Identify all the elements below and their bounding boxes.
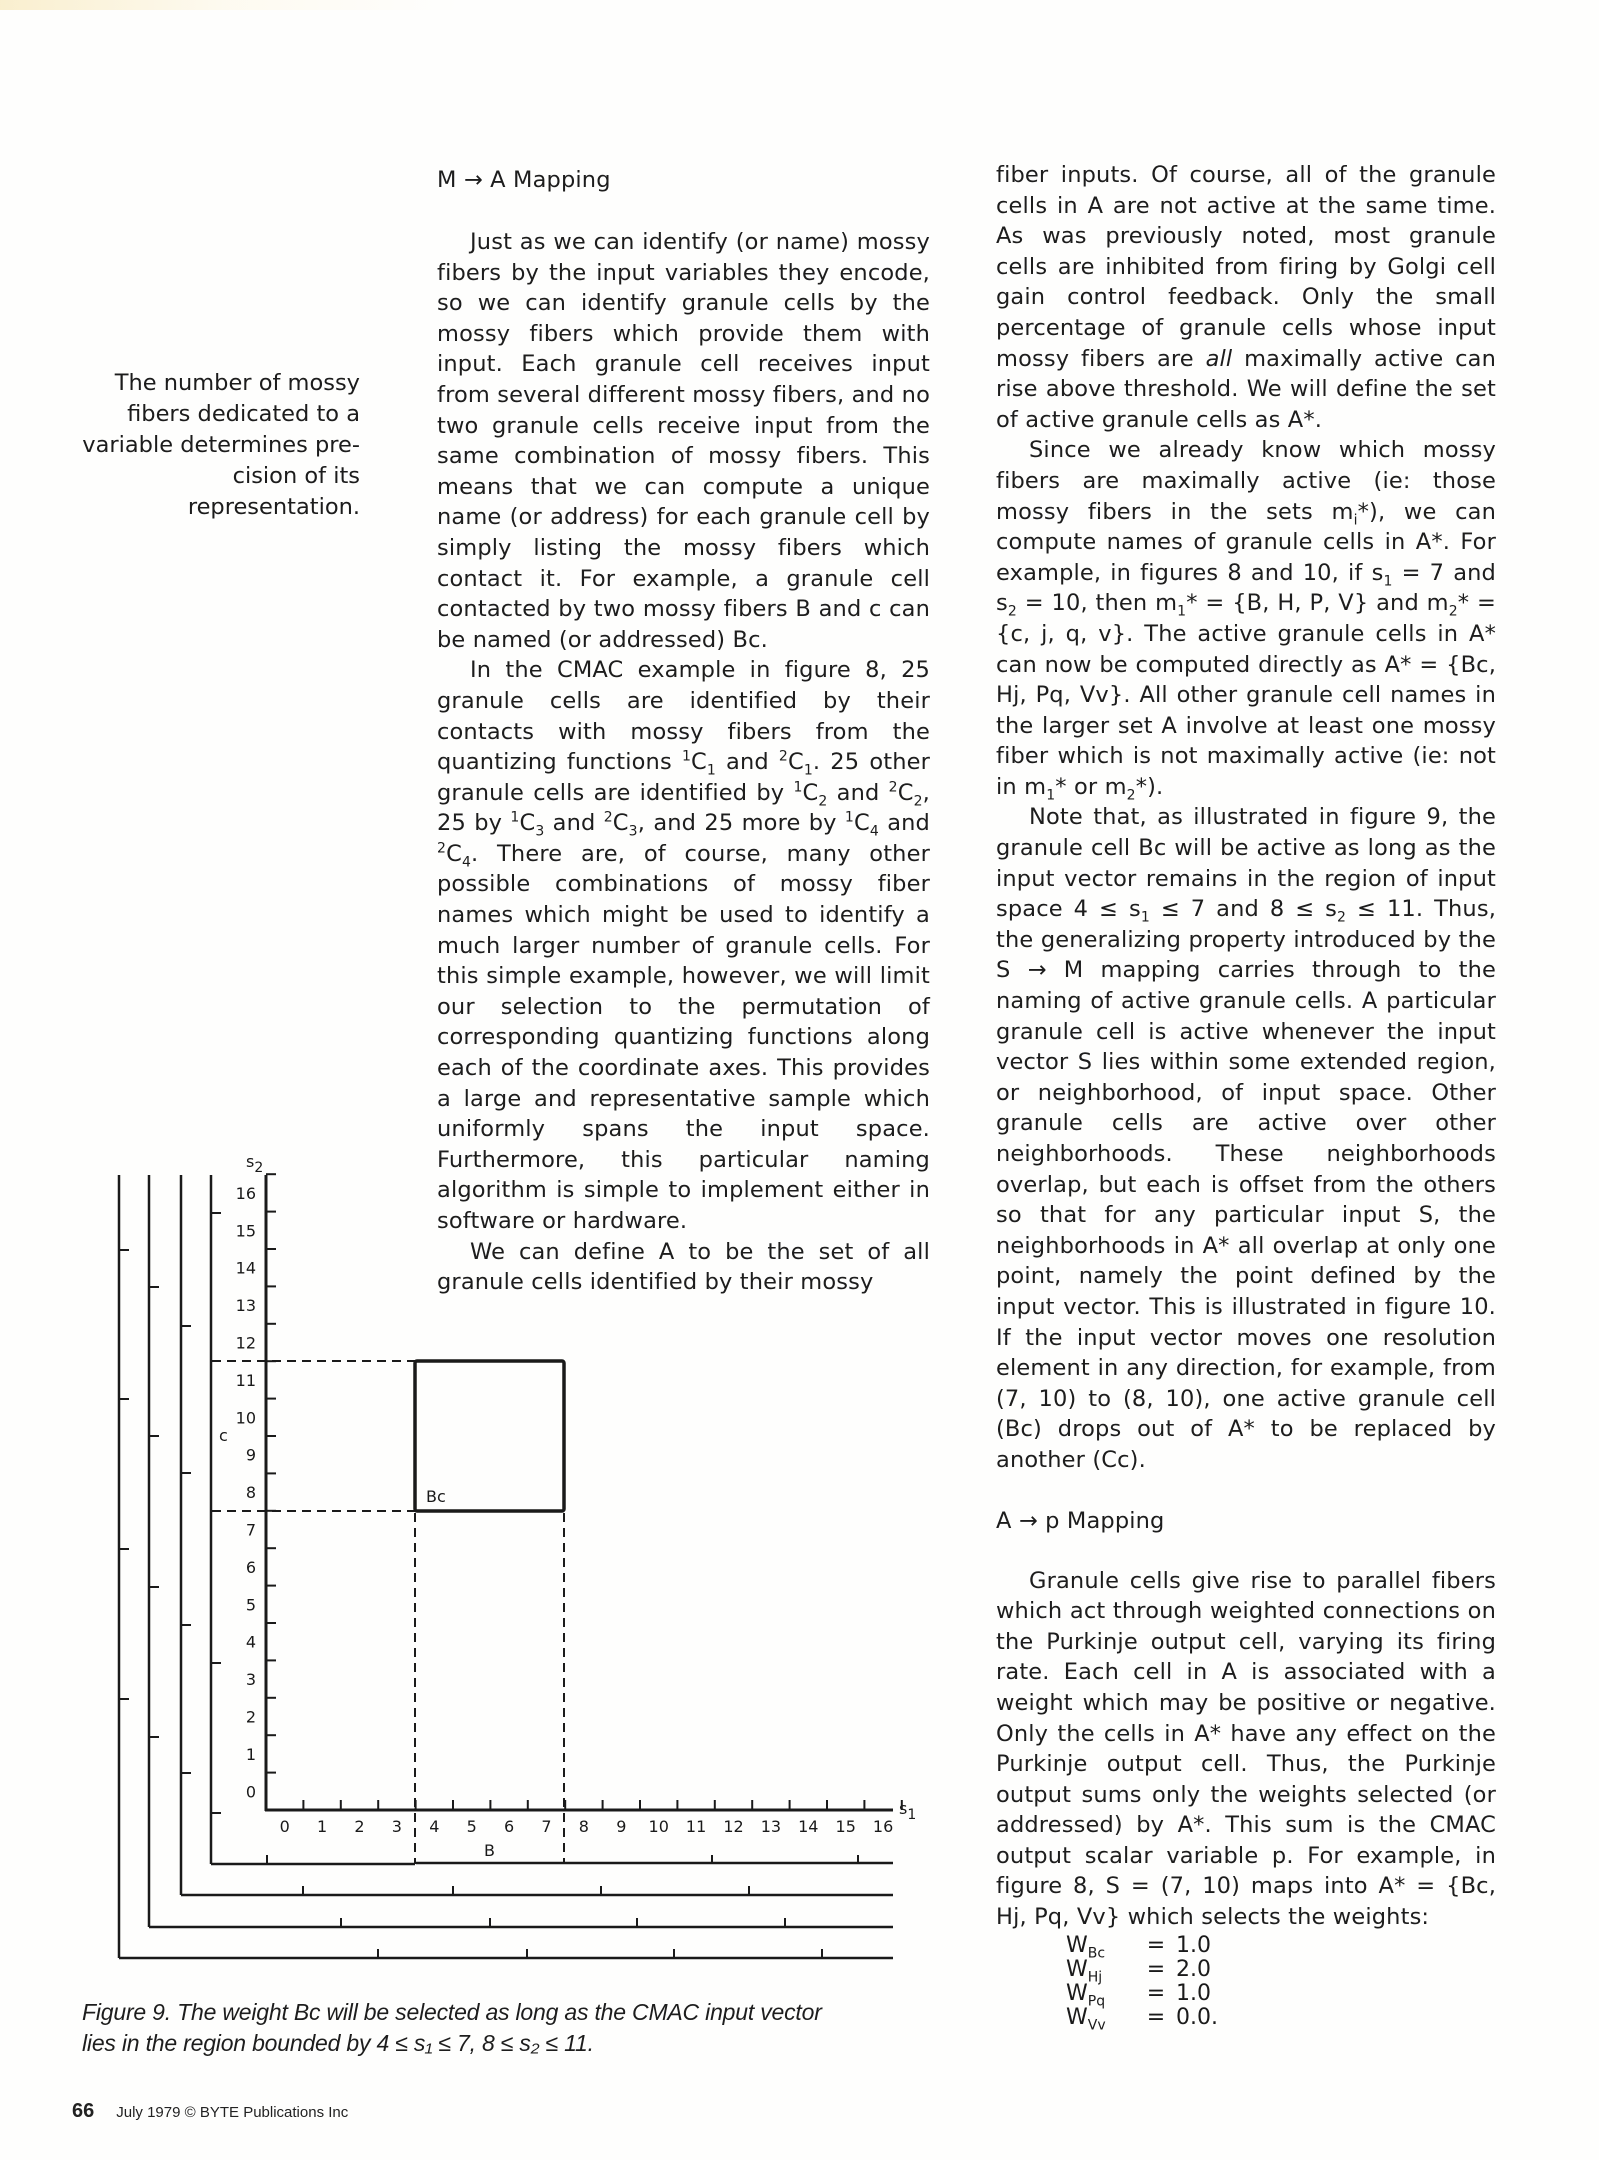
s2-axis-label: s2 <box>246 1152 264 1176</box>
paragraph: fiber inputs. Of course, all of the granule cells in A are not active at the same time. As was previously noted, most granule cells are inhibited from firing by Golgi cell gain control feedback. Only the small percentage of granule cells whose input mossy fibers are all maximally active can rise above threshold. We will define the set of active granule cells as A*. <box>996 162 1496 433</box>
paragraph: Note that, as illustrated in figure 9, the granule cell Bc will be active as long as the input vector remains in the region of input space $4 \le s_1 \le 7$ and $8 \le s_2 \le 11$. Thus, the generalizing property introduced by the S → M mapping carries through to the naming of active granule cells. A particular granule cell is active whenever the input vector S lies within some extended region, or neighborhood, of input space. Other granule cells are active over other neighborhoods. These neighborhoods overlap, but each is offset from the others so that for any particular input S, the neighborhoods in A* all overlap at only one point, namely the point defined by the input vector. This is illustrated in figure 10. If the input vector moves one resolution element in any direction, for example, from (7, 10) to (8, 10), one active granule cell (Bc) drops out of A* to be replaced by another (Cc). <box>996 804 1496 1473</box>
s2-tick-label: 5 <box>245 1595 256 1615</box>
figure-caption: Figure 9. The weight Bc will be selected as long as the CMAC input vector lies in the region bounded by 4 ≤ s₁ ≤ 7, 8 ≤ s₂ ≤ 11. <box>82 1999 822 2056</box>
s2-tick-label: 3 <box>245 1670 256 1690</box>
weight-row: $W_{Hj}$ = 2.0 <box>1066 1957 1211 1986</box>
s1-tick-label: 15 <box>835 1817 856 1836</box>
s2-tick-label: 12 <box>235 1333 256 1353</box>
page-footer <box>72 2100 348 2123</box>
paragraph: In the CMAC example in figure 8, 25 granule cells are identified by their contacts with mossy fibers from the quantizing functions $^1C_1$ and $^2C_1$. 25 other granule cells are identified by $^1C_2$ and $^2C_2$, 25 by $^1C_3$ and $^2C_3$, and 25 more by $^1C_4$ and $^2C_4$. There are, of course, many other possible combinations of mossy fiber names which might be used to identify a much larger number of granule cells. For this simple example, however, we will limit our selection to the permutation of corresponding quantizing functions along each of the coordinate axes. This provides a large and representative sample which uniformly spans the input space. Furthermore, this particular naming algorithm is simple to implement either in software or hardware. <box>437 657 931 1234</box>
s2-tick-label: 2 <box>245 1707 256 1727</box>
fiber-b-label: B <box>484 1841 495 1860</box>
paragraph: Just as we can identify (or name) mossy fibers by the input variables they encode, so we can identify granule cells by the mossy fibers which provide them with input. Each granule cell receives input from several different mossy fibers, and no two granule cells receive input from the same combination of mossy fibers. This means that we can compute a unique name (or address) for each granule cell by simply listing the mossy fibers which contact it. For example, a granule cell contacted by two mossy fibers B and c can be named (or addressed) Bc. <box>437 229 930 653</box>
paragraph: Granule cells give rise to parallel fibers which act through weighted connections on the Purkinje output cell, varying its firing rate. Each cell in A is associated with a weight which may be positive or negative. Only the cells in A* have any effect on the Purkinje output cell. Thus, the Purkinje output sums only the weights selected (or addressed) by A*. This sum is the CMAC output scalar variable p. For example, in figure 8, S = (7, 10) maps into A* = {Bc, Hj, Pq, Vv} which selects the weights: <box>996 1567 1496 1931</box>
s1-tick-label: 9 <box>616 1817 627 1836</box>
s1-tick-label: 6 <box>504 1817 515 1836</box>
s1-tick-label: 12 <box>723 1817 744 1836</box>
s1-tick-label: 3 <box>391 1817 402 1836</box>
s2-tick-label: 15 <box>235 1221 256 1241</box>
s2-tick-label: 11 <box>235 1370 256 1390</box>
weight-row: $W_{Bc}$ = 1.0 <box>1066 1933 1211 1962</box>
fiber-c-label: c <box>219 1426 228 1445</box>
s2-tick-label: 6 <box>245 1557 256 1577</box>
s2-tick-label: 1 <box>245 1744 256 1764</box>
s2-tick-label: 16 <box>235 1183 256 1203</box>
margin-note-line: cision of its representation. <box>187 463 360 520</box>
margin-note-line: fibers dedicated to a <box>127 401 360 427</box>
s1-tick-label: 11 <box>685 1817 707 1836</box>
paragraph: Since we already know which mossy fibers are maximally active (ie: those mossy fibers in the sets $m_i*$), we can compute names of granule cells in A*. For example, in figures 8 and 10, if $s_1 = 7$ and $s_2 = 10$, then $m_1* = \{B$, H, P, V} and $m_2* = \{c$, j, q, v}. The active granule cells in A* can now be computed directly as A* = {Bc, Hj, Pq, Vv}. All other granule cell names in the larger set A involve at least one mossy fiber which is not maximally active (ie: not in $m_1*$ or $m_2*$). <box>996 437 1496 804</box>
s1-tick-label: 16 <box>872 1817 894 1836</box>
s1-tick-label: 2 <box>354 1817 365 1836</box>
paragraph: We can define A to be the set of all granule cells identified by their mossy <box>437 1238 930 1296</box>
section-heading-a-to-p: A → p Mapping <box>996 1507 1165 1534</box>
section-heading-m-to-a: M → A Mapping <box>437 167 611 193</box>
s1-tick-label: 4 <box>429 1817 440 1836</box>
s1-tick-label: 10 <box>648 1817 669 1836</box>
margin-note-line: variable determines pre- <box>82 432 360 458</box>
s2-tick-label: 14 <box>235 1258 256 1278</box>
s2-tick-label: 4 <box>245 1632 256 1652</box>
s2-tick-label: 8 <box>245 1483 256 1503</box>
s1-tick-label: 7 <box>541 1817 552 1836</box>
s1-tick-label: 5 <box>466 1817 477 1836</box>
s2-tick-label: 0 <box>245 1782 256 1802</box>
page-number: 66 <box>72 2100 95 2122</box>
s1-axis-label: s1 <box>899 1799 917 1823</box>
s2-tick-label: 7 <box>245 1520 256 1540</box>
s1-tick-label: 13 <box>760 1817 782 1836</box>
weight-row: $W_{Vv}$ = 0.0. <box>1066 2005 1218 2034</box>
s2-tick-label: 9 <box>245 1445 256 1465</box>
weight-row: $W_{Pq}$ = 1.0 <box>1066 1981 1211 2010</box>
region-bc-label: Bc <box>426 1487 446 1506</box>
s1-tick-label: 1 <box>317 1817 328 1836</box>
margin-note-line: The number of mossy <box>114 370 360 396</box>
footer-credit: July 1979 © BYTE Publications Inc <box>116 2104 349 2121</box>
s1-tick-label: 8 <box>578 1817 589 1836</box>
s2-tick-label: 10 <box>235 1408 256 1428</box>
s1-tick-label: 14 <box>798 1817 819 1836</box>
s2-tick-label: 13 <box>235 1296 256 1316</box>
s1-tick-label: 0 <box>279 1817 290 1836</box>
